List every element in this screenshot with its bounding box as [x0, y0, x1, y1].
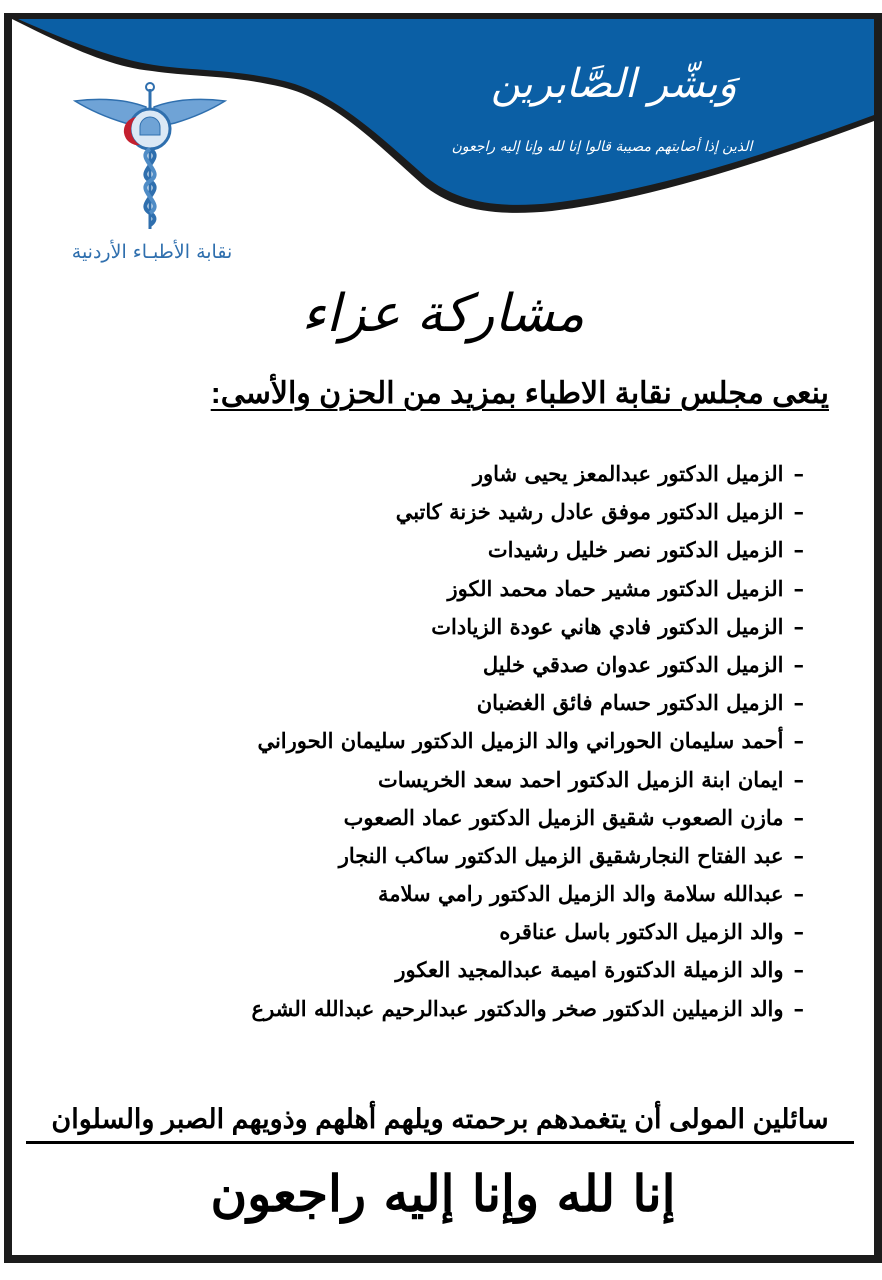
list-item	[84, 531, 804, 569]
dash: –	[793, 575, 804, 601]
subheading: ينعى مجلس نقابة الاطباء بمزيد من الحزن والأسى:	[210, 377, 829, 410]
list-item	[84, 761, 804, 799]
list-item-text: الزميل الدكتور حسام فائق الغضبان	[476, 690, 784, 716]
condolence-list	[84, 455, 804, 1028]
list-item	[84, 455, 804, 493]
dash: –	[793, 766, 804, 792]
list-item-text: مازن الصعوب شقيق الزميل الدكتور عماد الصعوب	[343, 804, 784, 830]
list-item	[84, 684, 804, 722]
poster-frame	[4, 13, 882, 1263]
dash: –	[793, 881, 804, 907]
list-item-text: عبد الفتاح النجارشقيق الزميل الدكتور ساكب النجار	[338, 842, 784, 868]
list-item	[84, 570, 804, 608]
list-item	[84, 875, 804, 913]
dash: –	[793, 804, 804, 830]
list-item	[84, 799, 804, 837]
list-item-text: والد الزميلة الدكتورة اميمة عبدالمجيد العكور	[395, 957, 784, 983]
caduceus-icon	[70, 79, 230, 239]
dash: –	[793, 537, 804, 563]
list-item-text: أحمد سليمان الحوراني والد الزميل الدكتور سليمان الحوراني	[257, 728, 784, 754]
dash: –	[793, 690, 804, 716]
list-item	[84, 493, 804, 531]
list-item-text: الزميل الدكتور عبدالمعز يحيى شاور	[472, 461, 784, 486]
page-title: مشاركة عزاء	[301, 284, 585, 344]
list-item-text: والد الزميل الدكتور باسل عناقره	[499, 919, 784, 945]
list-item	[84, 646, 804, 684]
list-item-text: والد الزميلين الدكتور صخر والدكتور عبدالرحيم عبدالله الشرع	[251, 995, 784, 1021]
list-item-text: الزميل الدكتور مشير حماد محمد الكوز	[447, 575, 784, 601]
logo-caption: نقابة الأطبـاء الأردنية	[71, 241, 233, 263]
dash: –	[793, 461, 804, 486]
list-item	[84, 951, 804, 989]
list-item	[84, 990, 804, 1028]
dash: –	[793, 957, 804, 983]
calligraphy-verse: إنا لله وإنا إليه راجعون	[210, 1164, 676, 1223]
list-item-text: عبدالله سلامة والد الزميل الدكتور رامي سلامة	[378, 881, 784, 907]
list-item	[84, 913, 804, 951]
dash: –	[793, 995, 804, 1021]
dash: –	[793, 728, 804, 754]
list-item	[84, 608, 804, 646]
dash: –	[793, 613, 804, 639]
closing-prayer: سائلين المولى أن يتغمدهم برحمته ويلهم أهلهم وذويهم الصبر والسلوان	[26, 1104, 854, 1144]
list-item	[84, 837, 804, 875]
verse-title: وَبشّر الصَّابرين	[491, 61, 737, 107]
dash: –	[793, 651, 804, 677]
verse-subtitle: الذين إذا أصابتهم مصيبة قالوا إنا لله وإنا إليه راجعون	[451, 139, 753, 155]
list-item-text: الزميل الدكتور موفق عادل رشيد خزنة كاتبي	[395, 499, 784, 525]
list-item-text: الزميل الدكتور نصر خليل رشيدات	[487, 537, 784, 563]
dash: –	[793, 919, 804, 945]
list-item-text: الزميل الدكتور فادي هاني عودة الزيادات	[431, 613, 784, 639]
dash: –	[793, 499, 804, 525]
list-item-text: الزميل الدكتور عدوان صدقي خليل	[482, 651, 784, 677]
list-item	[84, 722, 804, 760]
list-item-text: ايمان ابنة الزميل الدكتور احمد سعد الخريسات	[377, 766, 784, 792]
dash: –	[793, 842, 804, 868]
